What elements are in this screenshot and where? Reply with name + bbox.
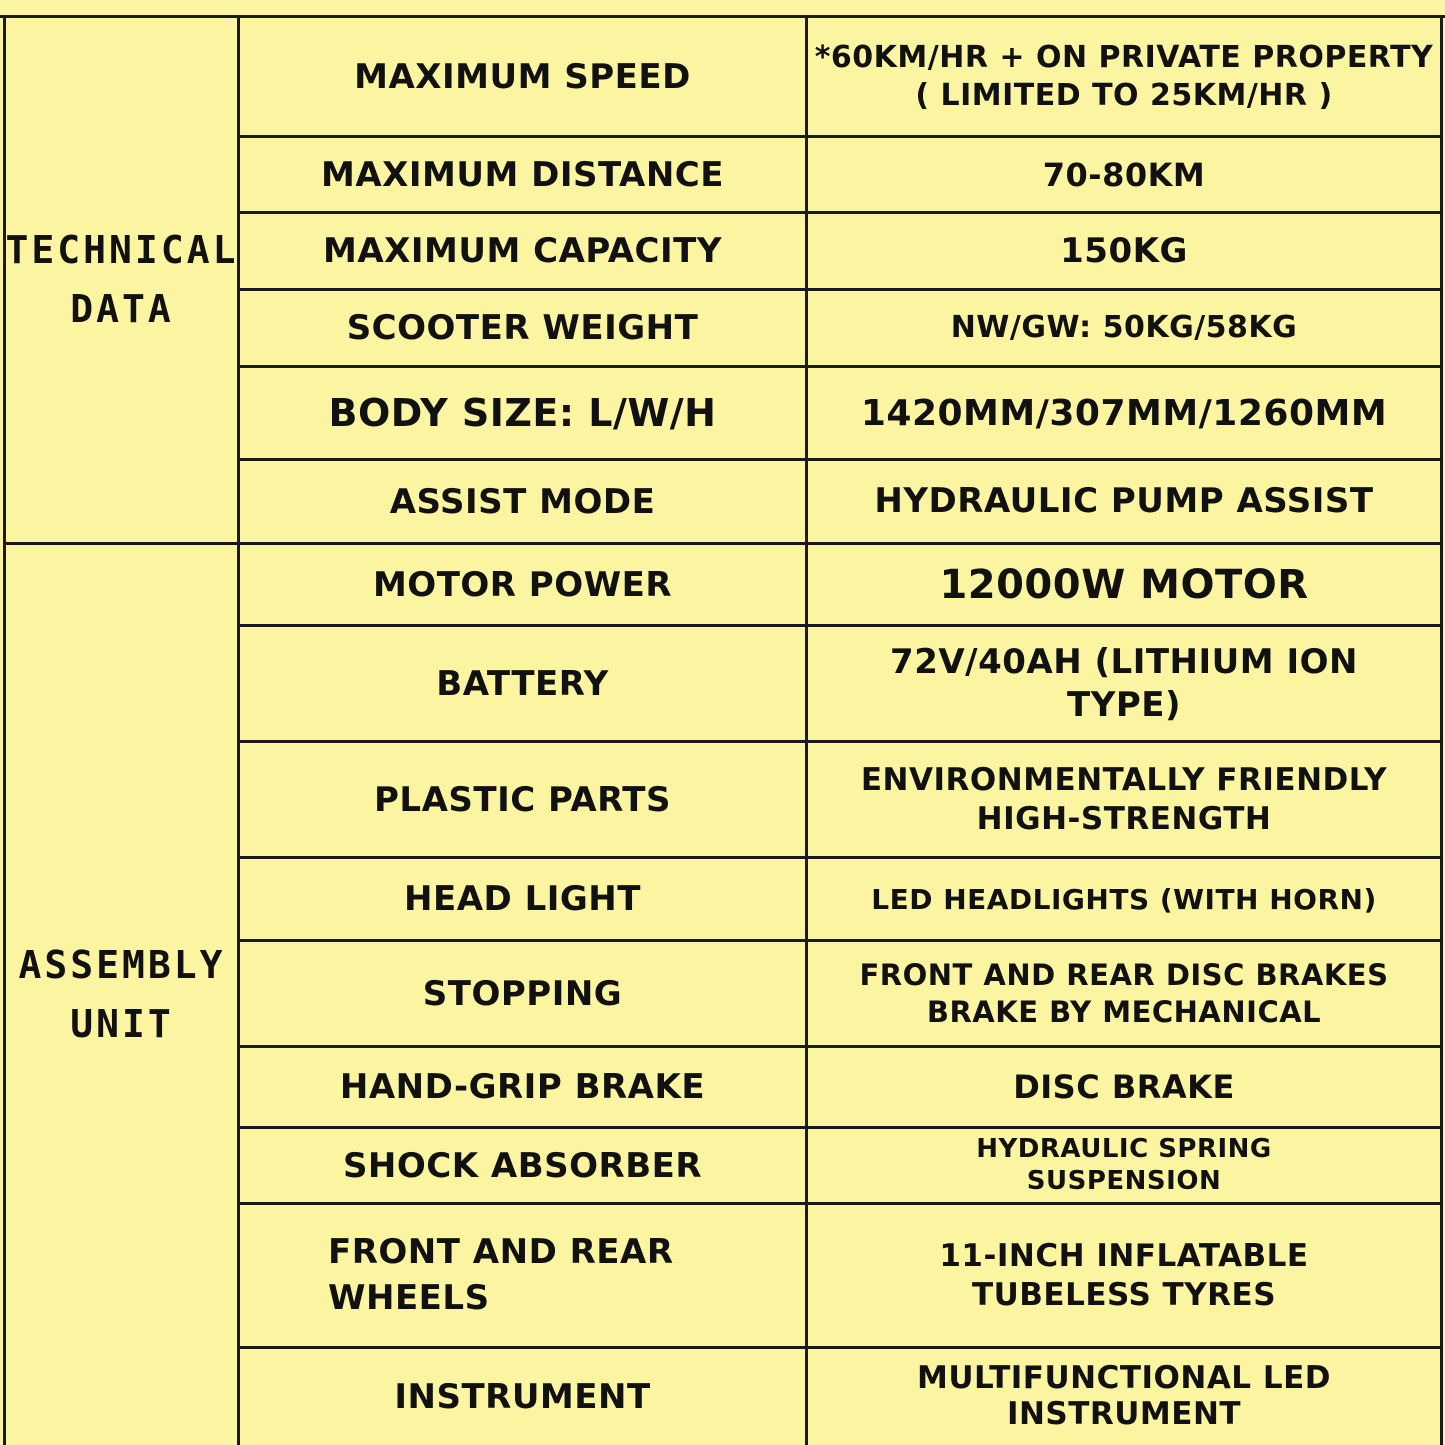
spec-value: HYDRAULIC SPRING SUSPENSION xyxy=(976,1134,1272,1196)
spec-label: STOPPING xyxy=(422,973,623,1014)
section-title-line: UNIT xyxy=(70,1002,174,1046)
spec-value: 150KG xyxy=(1060,230,1188,271)
spec-value: HYDRAULIC PUMP ASSIST xyxy=(874,481,1374,522)
spec-label: INSTRUMENT xyxy=(394,1377,651,1417)
spec-value: ENVIRONMENTALLY FRIENDLY HIGH-STRENGTH xyxy=(860,761,1388,837)
spec-value: 70-80KM xyxy=(1042,155,1206,194)
spec-label: BODY SIZE: L/W/H xyxy=(328,391,717,435)
spec-label: MOTOR POWER xyxy=(372,564,673,605)
spec-value: 12000W MOTOR xyxy=(939,561,1309,608)
spec-label: MAXIMUM CAPACITY xyxy=(323,231,722,271)
spec-label: HEAD LIGHT xyxy=(404,879,641,919)
table-right-border xyxy=(1440,15,1443,1445)
spec-value: *60KM/HR + ON PRIVATE PROPERTY ( LIMITED TO 25KM/HR ) xyxy=(814,40,1434,113)
spec-value: FRONT AND REAR DISC BRAKES BRAKE BY MECHANICAL xyxy=(859,958,1389,1029)
spec-label: FRONT AND REAR WHEELS xyxy=(328,1231,674,1318)
section-title-line: TECHNICAL xyxy=(5,228,239,273)
section-title-line: ASSEMBLY xyxy=(18,943,226,988)
spec-label: PLASTIC PARTS xyxy=(374,779,671,820)
spec-label: MAXIMUM DISTANCE xyxy=(321,154,724,195)
spec-label: SHOCK ABSORBER xyxy=(342,1145,703,1186)
spec-value: LED HEADLIGHTS (WITH HORN) xyxy=(871,882,1377,916)
spec-label: BATTERY xyxy=(436,663,609,704)
spec-value: DISC BRAKE xyxy=(1013,1068,1235,1106)
spec-value: 11-INCH INFLATABLE TUBELESS TYRES xyxy=(939,1237,1309,1313)
spec-value: MULTIFUNCTIONAL LED INSTRUMENT xyxy=(916,1360,1332,1432)
spec-label: ASSIST MODE xyxy=(389,481,656,522)
spec-value: 1420MM/307MM/1260MM xyxy=(860,392,1388,434)
section-assembly-unit xyxy=(6,545,238,1445)
spec-label: MAXIMUM SPEED xyxy=(354,56,691,97)
spec-value: 72V/40AH (LITHIUM ION TYPE) xyxy=(890,642,1358,725)
spec-value: NW/GW: 50KG/58KG xyxy=(950,310,1298,346)
section-technical-data xyxy=(6,18,238,542)
section-title-line: DATA xyxy=(70,287,174,331)
spec-label: HAND-GRIP BRAKE xyxy=(339,1067,706,1107)
spec-label: SCOOTER WEIGHT xyxy=(346,308,699,348)
